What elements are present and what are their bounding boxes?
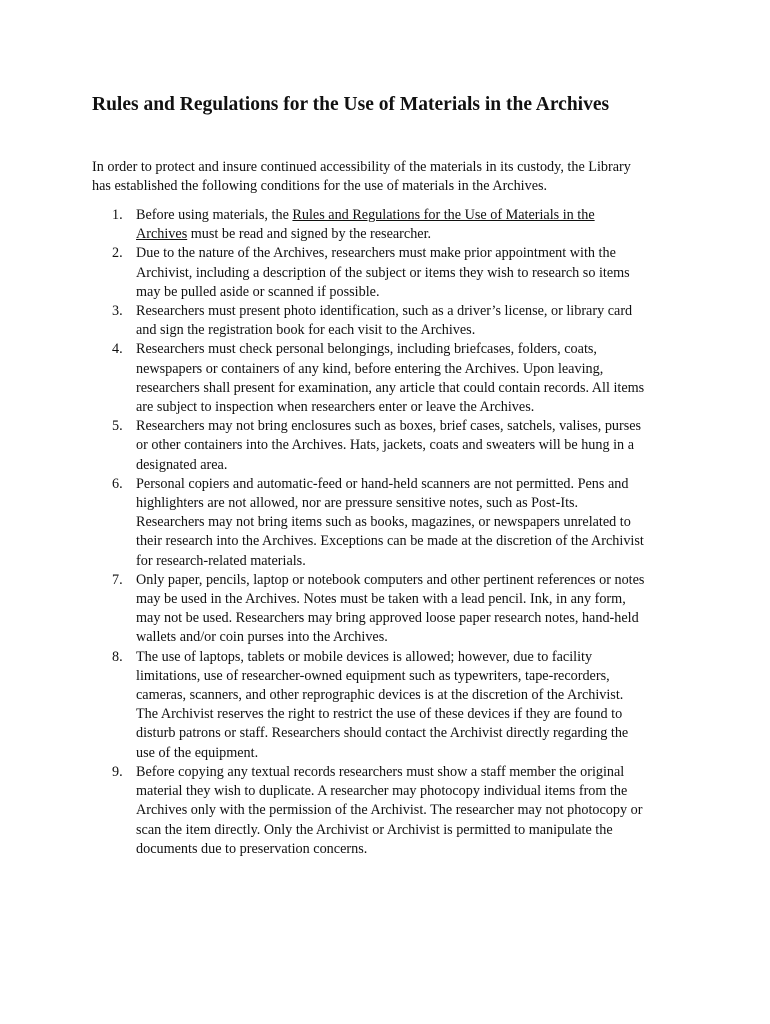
rule-line: may be pulled aside or scanned if possible. [136, 283, 380, 300]
rule-number: 3. [112, 303, 123, 320]
rule-line: or other containers into the Archives. Hats, jackets, coats and sweaters will be hung in a [136, 437, 634, 454]
rule-line: may not be used. Researchers may bring approved loose paper research notes, hand-held [136, 610, 639, 627]
rule-item-1 [92, 206, 692, 244]
rules-document-link[interactable]: Rules and Regulations for the Use of Materials in the [292, 207, 595, 223]
rule-item-9 [92, 763, 692, 859]
rule-line: designated area. [136, 456, 228, 473]
rule-line: Archivist, including a description of the subject or items they wish to research so items [136, 264, 630, 281]
rule-text: must be read and signed by the researcher. [187, 226, 432, 243]
rule-line: disturb patrons or staff. Researchers should contact the Archivist directly regarding the [136, 725, 629, 742]
rule-number: 1. [112, 207, 123, 223]
rule-item-5 [92, 417, 692, 475]
rule-number: 2. [112, 245, 123, 262]
rule-number: 7. [112, 571, 123, 588]
intro-paragraph [92, 158, 682, 196]
rule-line: highlighters are not allowed, nor are pressure sensitive notes, such as Post-Its. [136, 495, 579, 512]
rule-line [136, 206, 692, 225]
rule-line: are subject to inspection when researchers enter or leave the Archives. [136, 399, 535, 416]
rules-list [92, 206, 692, 859]
rule-item-4 [92, 340, 692, 417]
rule-line: The Archivist reserves the right to restrict the use of these devices if they are found to [136, 706, 623, 723]
rule-text: Before using materials, the [136, 207, 293, 223]
rule-number: 8. [112, 648, 123, 665]
rules-document-link-continued[interactable]: Archives [136, 226, 188, 243]
rule-item-7 [92, 571, 692, 648]
rule-line: use of the equipment. [136, 744, 259, 761]
rule-line: Researchers must present photo identification, such as a driver’s license, or library card [136, 303, 633, 320]
rule-line: Researchers must check personal belongings, including briefcases, folders, coats, [136, 341, 597, 358]
rule-line: The use of laptops, tablets or mobile devices is allowed; however, due to facility [136, 648, 593, 665]
intro-line: In order to protect and insure continued accessibility of the materials in its custody, the Library [92, 159, 631, 175]
rule-line: Archives only with the permission of the Archivist. The researcher may not photocopy or [136, 802, 643, 819]
rule-line: may be used in the Archives. Notes must be taken with a lead pencil. Ink, in any form, [136, 591, 626, 608]
rule-line: documents due to preservation concerns. [136, 840, 368, 857]
rule-line: newspapers or containers of any kind, before entering the Archives. Upon leaving, [136, 360, 604, 377]
rule-line: researchers shall present for examination, any article that could contain records. All items [136, 379, 645, 396]
rule-line: cameras, scanners, and other reprographic devices is at the discretion of the Archivist. [136, 687, 624, 704]
rule-line: Due to the nature of the Archives, researchers must make prior appointment with the [136, 245, 616, 262]
intro-line: has established the following conditions for the use of materials in the Archives. [92, 178, 548, 195]
rule-number: 6. [112, 475, 123, 492]
rule-line: Researchers may not bring items such as books, magazines, or newspapers unrelated to [136, 514, 631, 531]
rule-line: and sign the registration book for each visit to the Archives. [136, 322, 476, 339]
rule-line: their research into the Archives. Exceptions can be made at the discretion of the Archivist [136, 533, 644, 550]
rule-line: material they wish to duplicate. A researcher may photocopy individual items from the [136, 783, 628, 800]
rule-line: scan the item directly. Only the Archivist or Archivist is permitted to manipulate the [136, 821, 613, 838]
rule-line: Before copying any textual records researchers must show a staff member the original [136, 763, 625, 780]
rule-number: 5. [112, 418, 123, 435]
rule-line: wallets and/or coin purses into the Archives. [136, 629, 388, 646]
rule-line [136, 225, 692, 244]
document-title: Rules and Regulations for the Use of Materials in the Archives [92, 94, 610, 115]
rule-line: Personal copiers and automatic-feed or hand-held scanners are not permitted. Pens and [136, 475, 629, 492]
rule-item-6 [92, 475, 692, 571]
rule-number: 9. [112, 763, 123, 780]
rule-line: Only paper, pencils, laptop or notebook computers and other pertinent references or notes [136, 571, 645, 588]
rule-number: 4. [112, 341, 123, 358]
rule-line: limitations, use of researcher-owned equipment such as typewriters, tape-recorders, [136, 667, 610, 684]
rule-line: for research-related materials. [136, 552, 306, 569]
rule-item-2 [92, 244, 692, 302]
rule-item-3 [92, 302, 692, 340]
rule-item-8 [92, 648, 692, 763]
rule-line: Researchers may not bring enclosures such as boxes, brief cases, satchels, valises, purses [136, 418, 642, 435]
